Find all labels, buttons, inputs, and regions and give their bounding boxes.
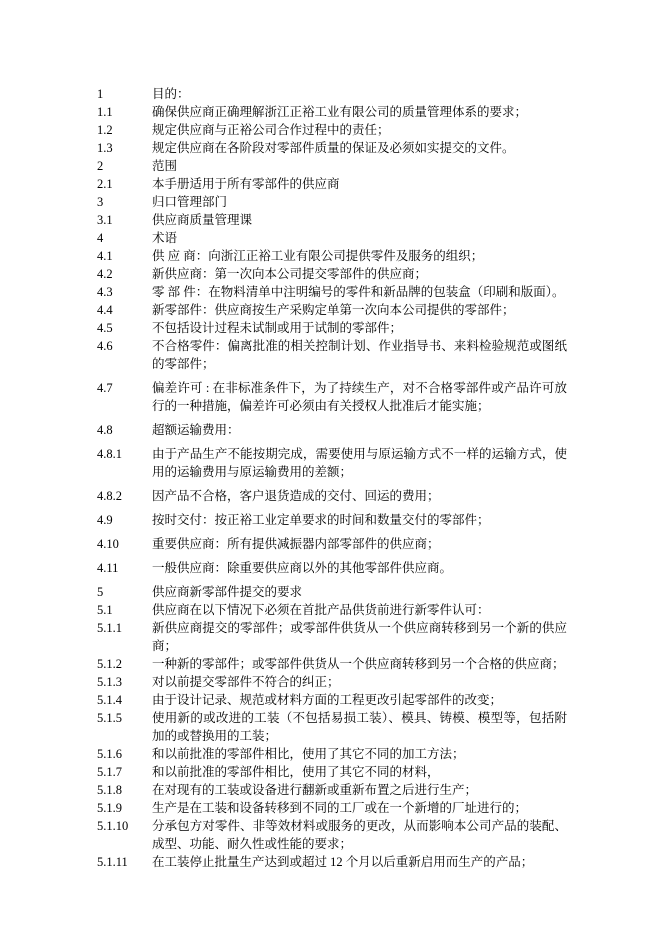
clause-text: 对以前提交零部件不符合的纠正； — [152, 675, 340, 689]
clause-text: 不合格零件：偏离批准的相关控制计划、作业指导书、来料检验规范或图纸的零部件； — [152, 339, 567, 371]
clause-row — [97, 265, 567, 283]
clause-text: 和以前批准的零部件相比，使用了其它不同的材料， — [152, 765, 440, 779]
clause-row — [97, 211, 567, 229]
clause-row — [97, 85, 567, 103]
clause-number: 5 — [97, 585, 104, 599]
clause-row — [97, 103, 567, 121]
clause-row — [97, 535, 567, 553]
clause-number: 5.1.1 — [97, 621, 122, 635]
clause-text: 新零部件：供应商按生产采购定单第一次向本公司提供的零部件； — [152, 303, 515, 317]
clause-row — [97, 853, 567, 871]
clause-number: 4.9 — [97, 513, 113, 527]
clause-row — [97, 655, 567, 673]
clause-text: 新供应商：第一次向本公司提交零部件的供应商； — [152, 267, 428, 281]
clause-number: 1.2 — [97, 123, 113, 137]
clause-text: 供 应 商：向浙江正裕工业有限公司提供零件及服务的组织； — [152, 249, 484, 263]
clause-number: 3 — [97, 195, 104, 209]
clause-text: 规定供应商与正裕公司合作过程中的责任； — [152, 123, 390, 137]
clause-text: 范围 — [152, 159, 178, 173]
clause-number: 1 — [97, 87, 104, 101]
clause-row — [97, 247, 567, 265]
clause-text: 本手册适用于所有零部件的供应商 — [152, 177, 340, 191]
clause-text: 偏差许可 : 在非标准条件下，为了持续生产，对不合格零部件或产品许可放行的一种措施，偏差许可必须由有关授权人批准后才能实施； — [152, 381, 567, 413]
clause-row — [97, 283, 567, 301]
clause-text: 一种新的零部件；或零部件供货从一个供应商转移到另一个合格的供应商； — [152, 657, 565, 671]
clause-text: 分承包方对零件、非等效材料或服务的更改，从而影响本公司产品的装配、成型、功能、耐久性或性能的要求； — [152, 819, 567, 851]
clause-text: 目的： — [152, 87, 190, 101]
clause-text: 一般供应商：除重要供应商以外的其他零部件供应商。 — [152, 561, 453, 575]
clause-number: 4.6 — [97, 339, 113, 353]
clause-row — [97, 379, 567, 415]
clause-row — [97, 139, 567, 157]
clause-row — [97, 487, 567, 505]
clause-number: 5.1.5 — [97, 711, 122, 725]
clause-number: 4.2 — [97, 267, 113, 281]
clause-row — [97, 601, 567, 619]
clause-text: 在工装停止批量生产达到或超过 12 个月以后重新启用而生产的产品； — [152, 855, 534, 869]
clause-text: 规定供应商在各阶段对零部件质量的保证及必须如实提交的文件。 — [152, 141, 515, 155]
clause-text: 重要供应商：所有提供减振器内部零部件的供应商； — [152, 537, 440, 551]
clause-number: 5.1.11 — [97, 855, 128, 869]
clause-text: 供应商新零部件提交的要求 — [152, 585, 303, 599]
clause-number: 5.1.6 — [97, 747, 122, 761]
clause-row — [97, 763, 567, 781]
clause-number: 1.3 — [97, 141, 113, 155]
clause-text: 和以前批准的零部件相比，使用了其它不同的加工方法； — [152, 747, 465, 761]
clause-text: 由于产品生产不能按期完成，需要使用与原运输方式不一样的运输方式，使用的运输费用与原运输费用的差额； — [152, 447, 567, 479]
clause-row — [97, 709, 567, 745]
clause-number: 2.1 — [97, 177, 113, 191]
clause-row — [97, 511, 567, 529]
clause-text: 因产品不合格，客户退货造成的交付、回运的费用； — [152, 489, 440, 503]
clause-number: 5.1.10 — [97, 819, 129, 833]
clause-row — [97, 745, 567, 763]
clause-row — [97, 445, 567, 481]
clause-text: 供应商在以下情况下必须在首批产品供货前进行新零件认可： — [152, 603, 490, 617]
clause-row — [97, 337, 567, 373]
clause-row — [97, 157, 567, 175]
clause-row — [97, 121, 567, 139]
clause-text: 零 部 件：在物料清单中注明编号的零件和新品牌的包装盒（印刷和版面）。 — [152, 285, 565, 299]
clause-text: 确保供应商正确理解浙江正裕工业有限公司的质量管理体系的要求； — [152, 105, 528, 119]
clause-text: 术语 — [152, 231, 178, 245]
clause-row — [97, 559, 567, 577]
clause-number: 4 — [97, 231, 104, 245]
clause-text: 由于设计记录、规范或材料方面的工程更改引起零部件的改变； — [152, 693, 503, 707]
clause-text: 不包括设计过程未试制或用于试制的零部件； — [152, 321, 403, 335]
clause-text: 使用新的或改进的工装（不包括易损工装）、模具、铸模、模型等，包括附加的或替换用的工装； — [152, 711, 567, 743]
clause-row — [97, 817, 567, 853]
clause-row — [97, 175, 567, 193]
clause-number: 4.3 — [97, 285, 113, 299]
clause-number: 5.1 — [97, 603, 113, 617]
clause-number: 5.1.7 — [97, 765, 122, 779]
clause-row — [97, 319, 567, 337]
clause-row — [97, 799, 567, 817]
clause-number: 4.7 — [97, 381, 113, 395]
clause-text: 在对现有的工装或设备进行翻新或重新布置之后进行生产； — [152, 783, 478, 797]
clause-number: 4.4 — [97, 303, 113, 317]
clause-text: 新供应商提交的零部件；或零部件供货从一个供应商转移到另一个新的供应商； — [152, 621, 567, 653]
clause-row — [97, 193, 567, 211]
clause-number: 5.1.8 — [97, 783, 122, 797]
clause-number: 4.1 — [97, 249, 113, 263]
clause-text: 超额运输费用： — [152, 423, 240, 437]
clause-row — [97, 583, 567, 601]
clause-number: 5.1.4 — [97, 693, 122, 707]
clause-text: 生产是在工装和设备转移到不同的工厂或在一个新增的厂址进行的； — [152, 801, 528, 815]
clause-number: 4.11 — [97, 561, 119, 575]
clause-text: 归口管理部门 — [152, 195, 228, 209]
clause-number: 5.1.3 — [97, 675, 122, 689]
clause-row — [97, 691, 567, 709]
clause-row — [97, 301, 567, 319]
clause-number: 1.1 — [97, 105, 113, 119]
clause-row — [97, 421, 567, 439]
clause-row — [97, 781, 567, 799]
clause-row — [97, 229, 567, 247]
clause-row — [97, 673, 567, 691]
clause-number: 5.1.2 — [97, 657, 122, 671]
clause-number: 4.5 — [97, 321, 113, 335]
clause-number: 2 — [97, 159, 104, 173]
clause-number: 4.10 — [97, 537, 119, 551]
clause-number: 4.8.2 — [97, 489, 122, 503]
document-body — [97, 85, 567, 871]
clause-number: 4.8.1 — [97, 447, 122, 461]
clause-text: 按时交付：按正裕工业定单要求的时间和数量交付的零部件； — [152, 513, 490, 527]
clause-number: 4.8 — [97, 423, 113, 437]
clause-row — [97, 619, 567, 655]
clause-number: 5.1.9 — [97, 801, 122, 815]
clause-text: 供应商质量管理课 — [152, 213, 253, 227]
clause-number: 3.1 — [97, 213, 113, 227]
